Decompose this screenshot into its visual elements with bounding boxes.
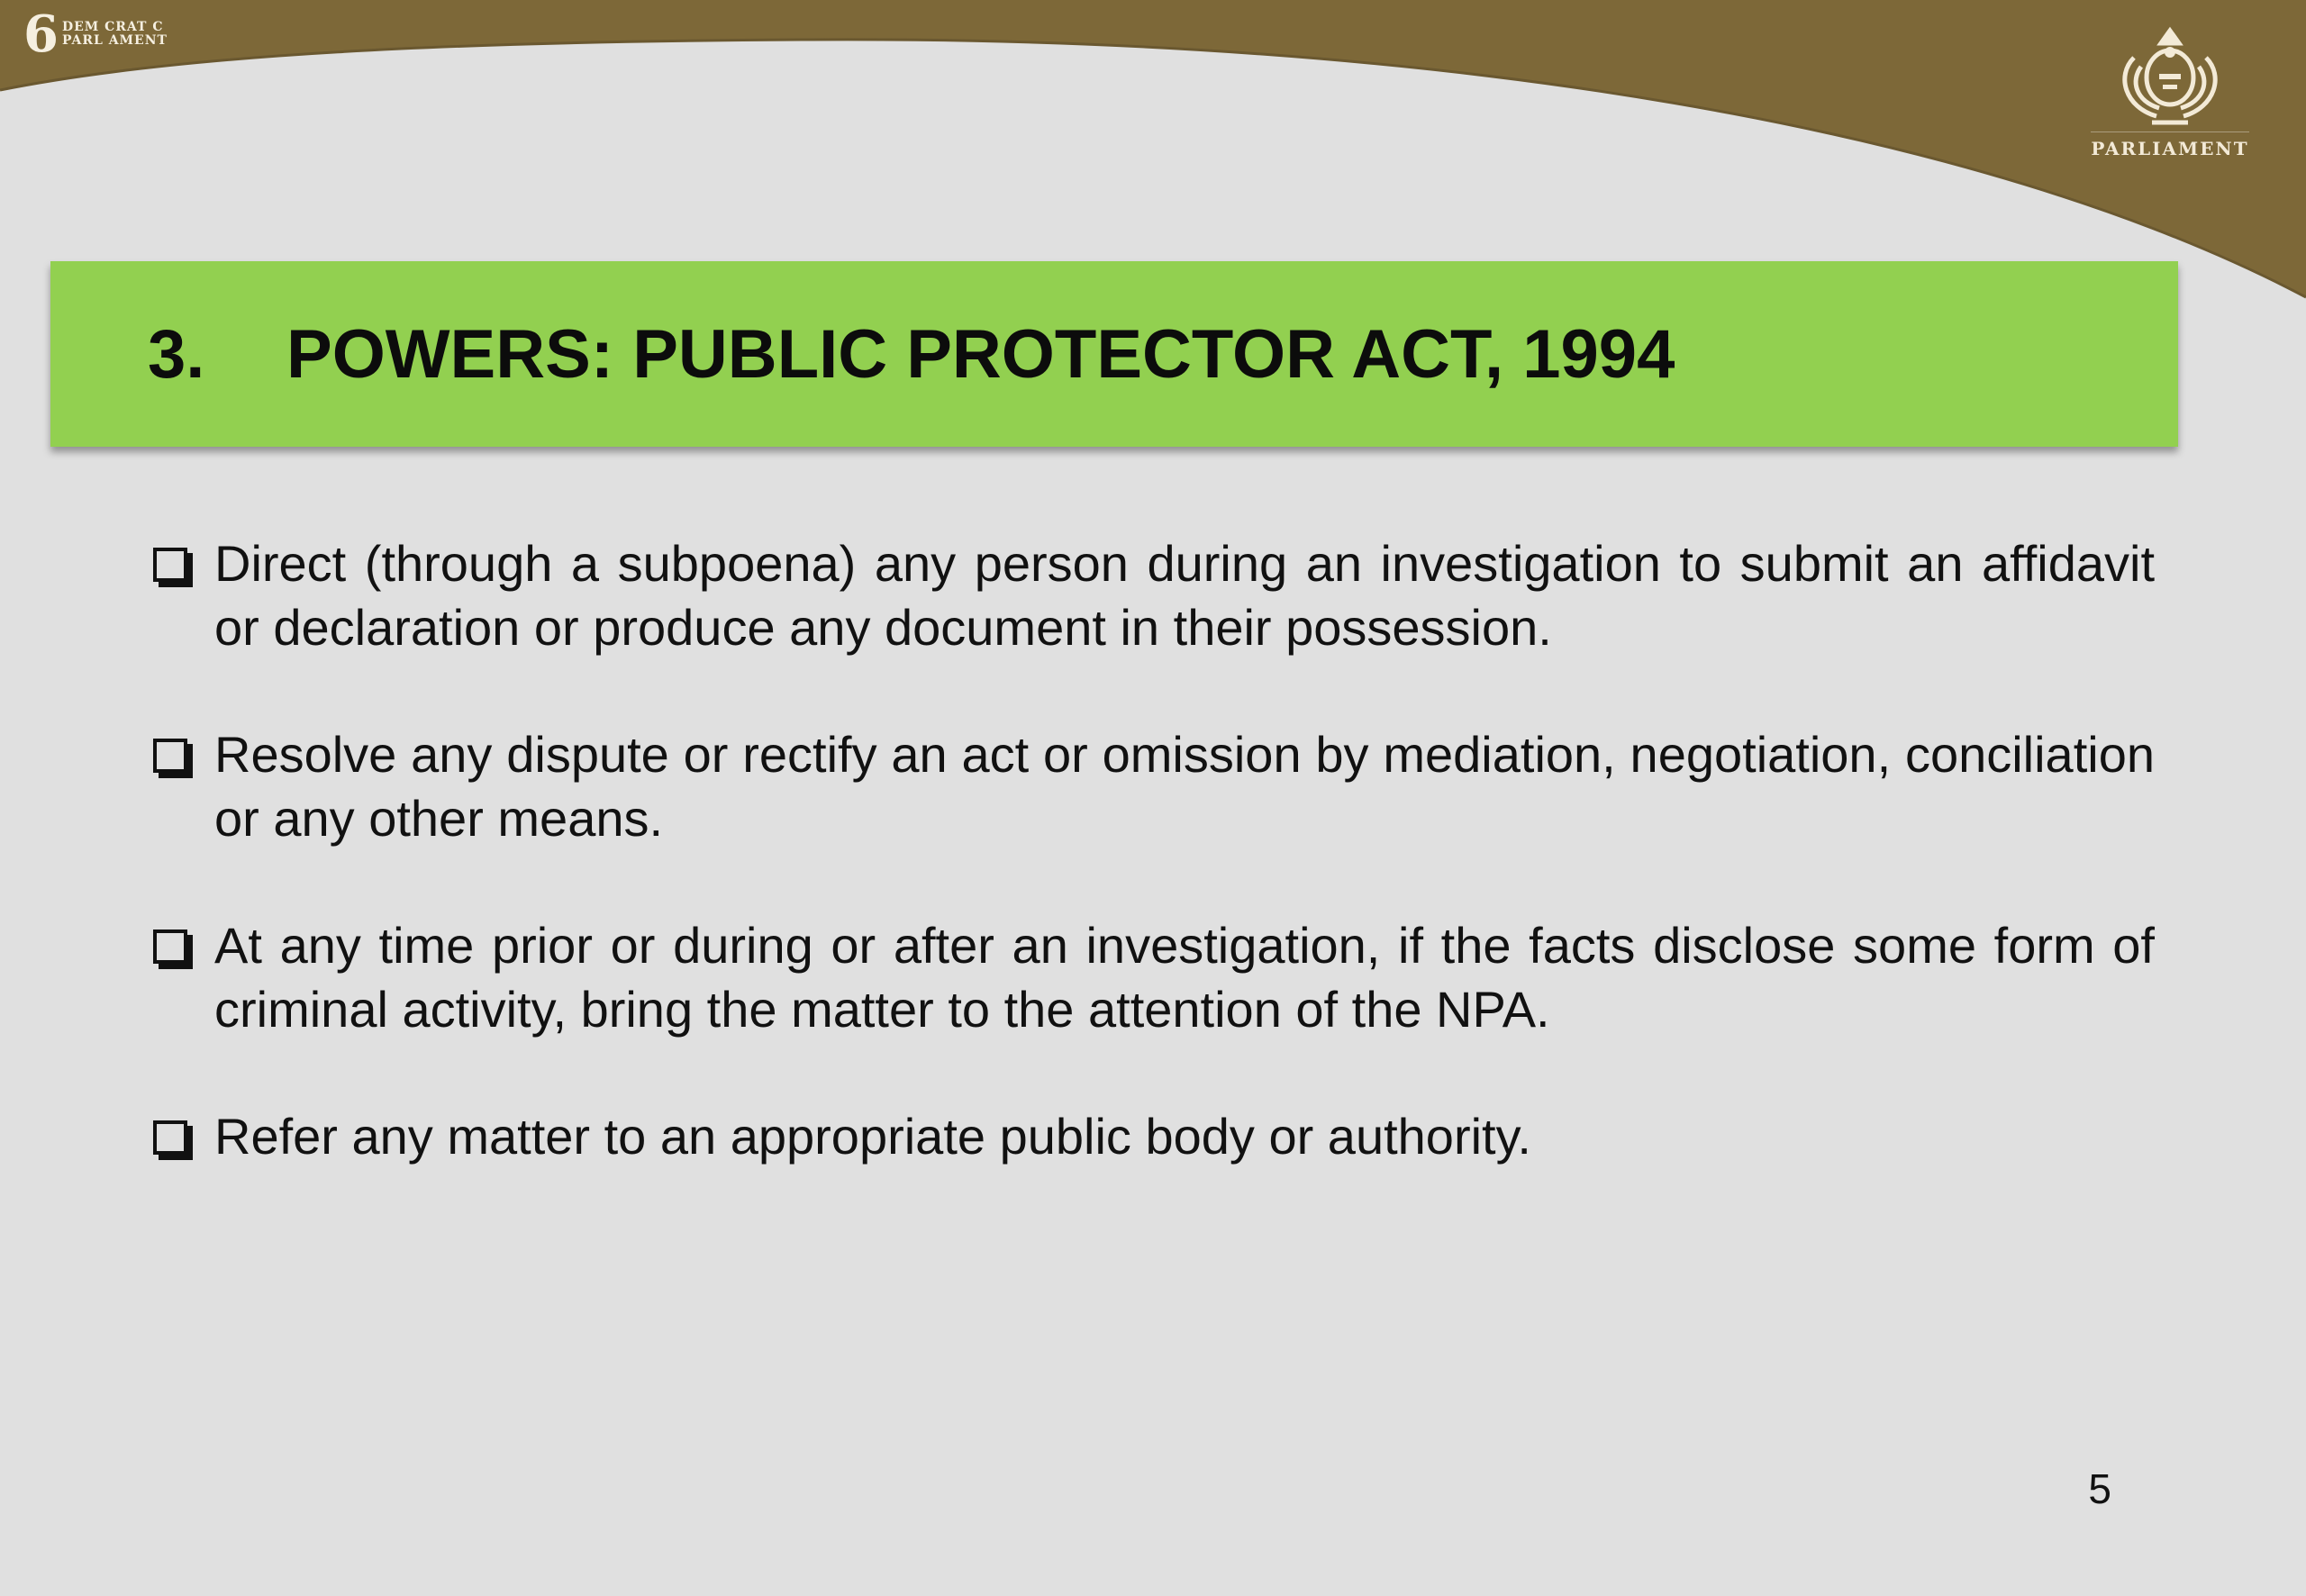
- hollow-square-bullet-icon: [153, 548, 187, 582]
- parliament-crest: [2091, 22, 2249, 184]
- bullet-item: [150, 531, 2155, 659]
- bullet-list: [150, 531, 2155, 1231]
- bullet-text: Direct (through a subpoena) any person during an investigation to submit an affidavit or declaration or produce any document in their possession.: [214, 535, 2155, 656]
- parliament-crest-icon: [2107, 22, 2233, 130]
- logo-text: [62, 21, 168, 48]
- hollow-square-bullet-icon: [153, 929, 187, 964]
- bullet-item: [150, 913, 2155, 1041]
- hollow-square-bullet-icon: [153, 739, 187, 773]
- logo-text-line-1: DEM CRAT C: [61, 20, 164, 34]
- hollow-square-bullet-icon: [153, 1120, 187, 1155]
- bullet-text: Refer any matter to an appropriate public body or authority.: [214, 1108, 1531, 1165]
- section-number: 3.: [148, 315, 205, 393]
- slide-title: POWERS: PUBLIC PROTECTOR ACT, 1994: [286, 315, 1675, 393]
- crest-label: PARLIAMENT: [2091, 131, 2248, 159]
- logo-text-line-2: PARL AMENT: [61, 33, 168, 48]
- slide-title-bar: [50, 261, 2178, 447]
- page-number: 5: [2088, 1465, 2111, 1512]
- bullet-item: [150, 1104, 2155, 1168]
- democratic-parliament-logo: [23, 5, 168, 64]
- bullet-text: Resolve any dispute or rectify an act or omission by mediation, negotiation, conciliation or any other means.: [214, 726, 2155, 847]
- bullet-text: At any time prior or during or after an investigation, if the facts disclose some form of criminal activity, bring the matter to the attention of the NPA.: [214, 917, 2155, 1038]
- logo-numeral: 6: [23, 5, 59, 64]
- bullet-item: [150, 722, 2155, 850]
